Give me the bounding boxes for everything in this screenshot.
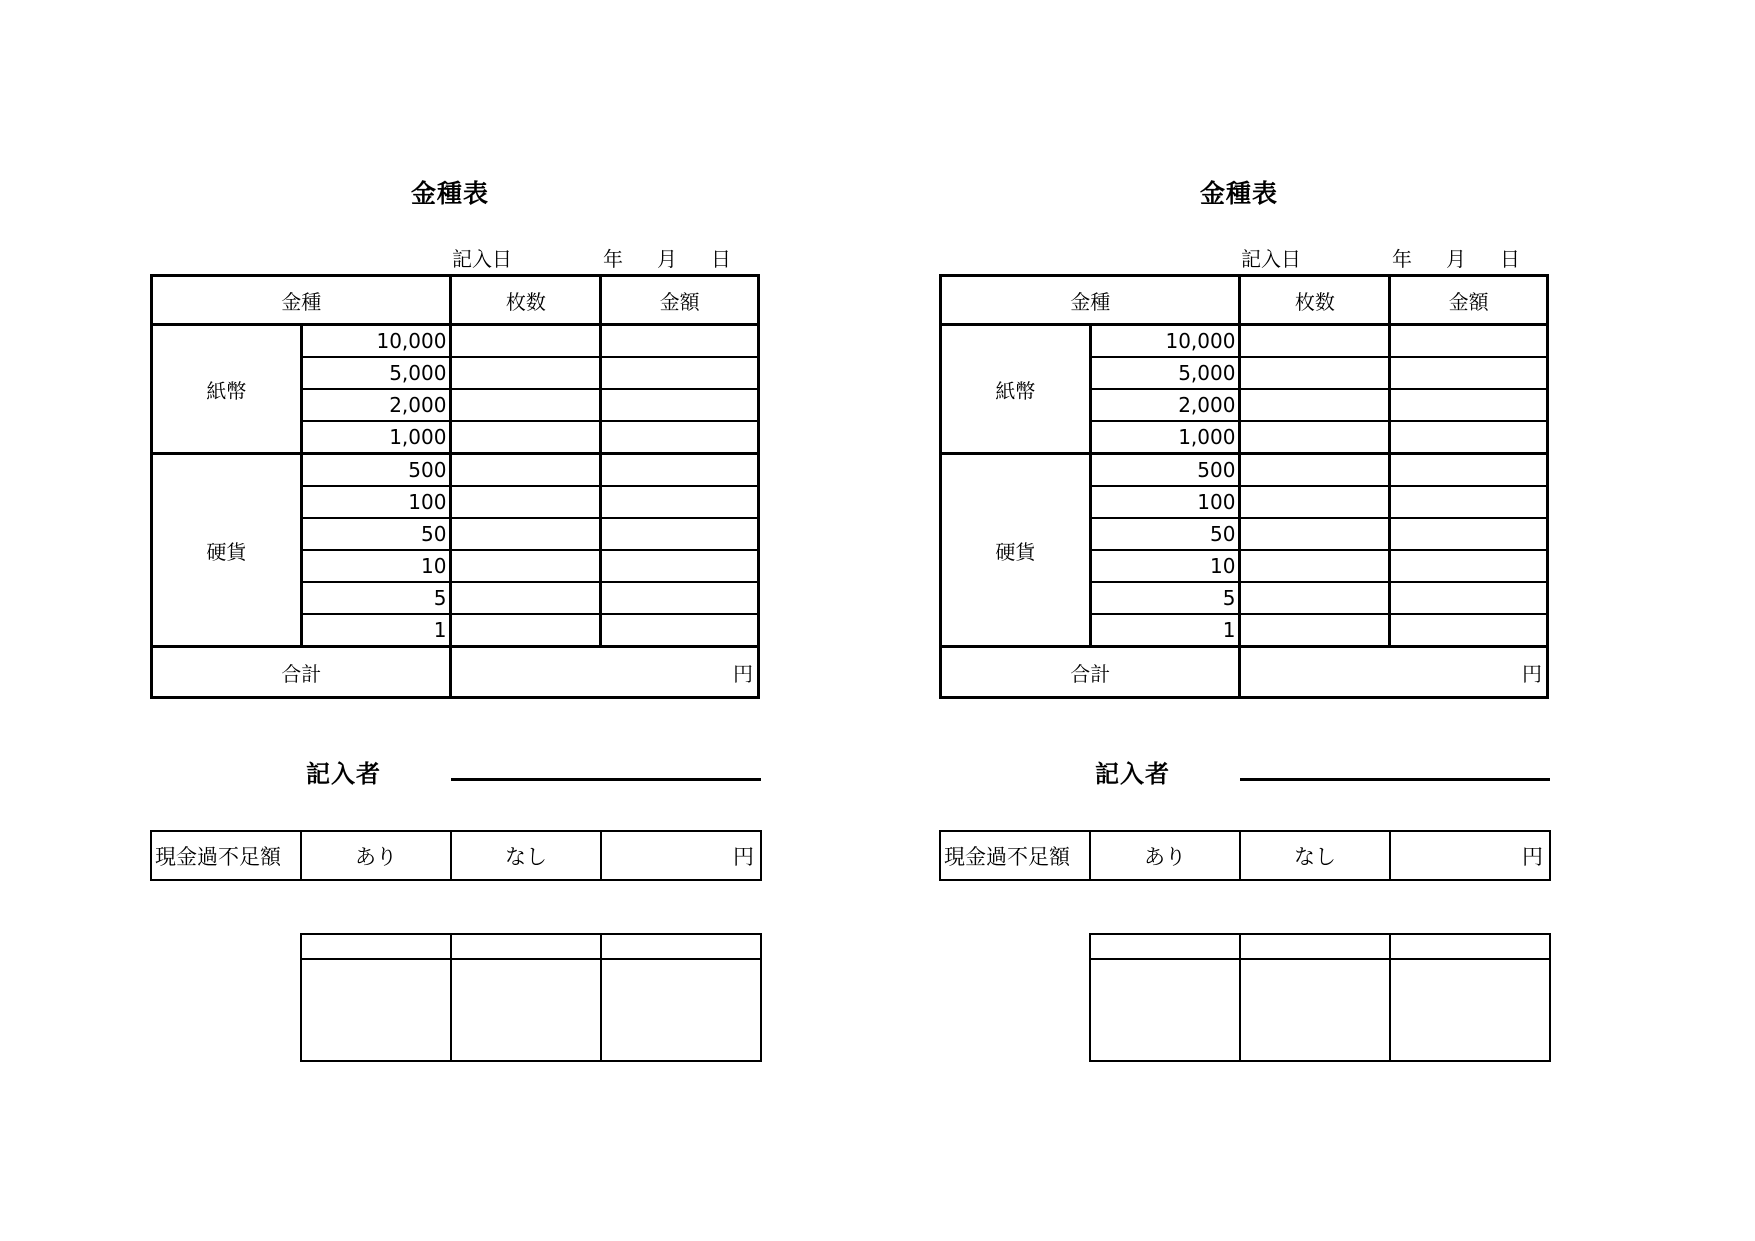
writer-label: 記入者 bbox=[306, 760, 381, 788]
bill-count-cell[interactable] bbox=[451, 389, 601, 421]
bill-amount-cell[interactable] bbox=[601, 389, 759, 421]
header-kind: 金種 bbox=[941, 276, 1240, 325]
coin-denomination: 5 bbox=[1090, 582, 1240, 614]
bill-count-cell[interactable] bbox=[451, 421, 601, 454]
denomination-table bbox=[939, 274, 1549, 699]
stamp-header-cell[interactable] bbox=[451, 934, 601, 959]
total-unit: 円 bbox=[1522, 661, 1542, 686]
stamp-header-cell[interactable] bbox=[301, 934, 451, 959]
bill-denomination: 5,000 bbox=[301, 357, 451, 389]
month-label: 月 bbox=[1446, 247, 1466, 271]
bills-label: 紙幣 bbox=[152, 325, 302, 454]
coin-denomination: 10 bbox=[301, 550, 451, 582]
discrepancy-label: 現金過不足額 bbox=[940, 831, 1090, 880]
approval-stamp-table bbox=[300, 933, 762, 1062]
stamp-header-cell[interactable] bbox=[1240, 934, 1390, 959]
discrepancy-no-option[interactable]: なし bbox=[1240, 831, 1390, 880]
coin-count-cell[interactable] bbox=[1240, 518, 1390, 550]
bill-amount-cell[interactable] bbox=[1390, 389, 1548, 421]
header-amount: 金額 bbox=[1390, 276, 1548, 325]
form-title: 金種表 bbox=[410, 179, 489, 208]
entry-date-label: 記入日 bbox=[452, 247, 512, 271]
coin-denomination: 500 bbox=[301, 454, 451, 487]
coin-amount-cell[interactable] bbox=[601, 582, 759, 614]
discrepancy-amount-cell[interactable] bbox=[601, 831, 761, 880]
cash-discrepancy-table bbox=[939, 830, 1551, 881]
stamp-header-cell[interactable] bbox=[1390, 934, 1550, 959]
total-value-cell[interactable] bbox=[451, 647, 759, 698]
coin-denomination: 5 bbox=[301, 582, 451, 614]
bill-count-cell[interactable] bbox=[451, 357, 601, 389]
discrepancy-amount-cell[interactable] bbox=[1390, 831, 1550, 880]
day-label: 日 bbox=[1500, 247, 1520, 271]
coin-denomination: 50 bbox=[301, 518, 451, 550]
day-label: 日 bbox=[711, 247, 731, 271]
stamp-box[interactable] bbox=[451, 959, 601, 1061]
bill-amount-cell[interactable] bbox=[601, 421, 759, 454]
entry-date-label: 記入日 bbox=[1241, 247, 1301, 271]
coin-amount-cell[interactable] bbox=[1390, 614, 1548, 647]
bill-count-cell[interactable] bbox=[451, 325, 601, 358]
bills-label: 紙幣 bbox=[941, 325, 1091, 454]
bill-count-cell[interactable] bbox=[1240, 357, 1390, 389]
coin-amount-cell[interactable] bbox=[601, 454, 759, 487]
stamp-box[interactable] bbox=[601, 959, 761, 1061]
header-count: 枚数 bbox=[1240, 276, 1390, 325]
coin-denomination: 100 bbox=[1090, 486, 1240, 518]
stamp-box[interactable] bbox=[1090, 959, 1240, 1061]
writer-label: 記入者 bbox=[1095, 760, 1170, 788]
month-label: 月 bbox=[657, 247, 677, 271]
entry-date-row bbox=[939, 243, 1549, 271]
coin-count-cell[interactable] bbox=[451, 614, 601, 647]
coin-amount-cell[interactable] bbox=[1390, 518, 1548, 550]
header-count: 枚数 bbox=[451, 276, 601, 325]
bill-denomination: 1,000 bbox=[301, 421, 451, 454]
total-unit: 円 bbox=[733, 661, 753, 686]
coin-denomination: 10 bbox=[1090, 550, 1240, 582]
year-label: 年 bbox=[603, 247, 623, 271]
bill-amount-cell[interactable] bbox=[1390, 357, 1548, 389]
coins-label: 硬貨 bbox=[941, 454, 1091, 647]
coin-count-cell[interactable] bbox=[451, 486, 601, 518]
header-kind: 金種 bbox=[152, 276, 451, 325]
coins-label: 硬貨 bbox=[152, 454, 302, 647]
coin-count-cell[interactable] bbox=[451, 582, 601, 614]
denomination-table bbox=[150, 274, 760, 699]
coin-amount-cell[interactable] bbox=[1390, 486, 1548, 518]
coin-amount-cell[interactable] bbox=[601, 614, 759, 647]
bill-denomination: 5,000 bbox=[1090, 357, 1240, 389]
bill-denomination: 2,000 bbox=[1090, 389, 1240, 421]
coin-amount-cell[interactable] bbox=[1390, 582, 1548, 614]
coin-count-cell[interactable] bbox=[1240, 486, 1390, 518]
coin-count-cell[interactable] bbox=[1240, 614, 1390, 647]
discrepancy-label: 現金過不足額 bbox=[151, 831, 301, 880]
total-label: 合計 bbox=[152, 647, 451, 698]
discrepancy-yes-option[interactable]: あり bbox=[301, 831, 451, 880]
bill-denomination: 2,000 bbox=[301, 389, 451, 421]
cash-discrepancy-table bbox=[150, 830, 762, 881]
coin-amount-cell[interactable] bbox=[601, 486, 759, 518]
bill-count-cell[interactable] bbox=[1240, 325, 1390, 358]
coin-amount-cell[interactable] bbox=[1390, 454, 1548, 487]
denomination-form bbox=[150, 0, 790, 1241]
writer-signature-line[interactable] bbox=[451, 778, 761, 781]
stamp-box[interactable] bbox=[301, 959, 451, 1061]
stamp-header-cell[interactable] bbox=[1090, 934, 1240, 959]
coin-denomination: 1 bbox=[301, 614, 451, 647]
form-title: 金種表 bbox=[1199, 179, 1278, 208]
coin-amount-cell[interactable] bbox=[601, 550, 759, 582]
bill-amount-cell[interactable] bbox=[1390, 421, 1548, 454]
total-value-cell[interactable] bbox=[1240, 647, 1548, 698]
entry-date-row bbox=[150, 243, 760, 271]
discrepancy-unit: 円 bbox=[733, 844, 754, 869]
bill-amount-cell[interactable] bbox=[1390, 325, 1548, 358]
header-amount: 金額 bbox=[601, 276, 759, 325]
coin-count-cell[interactable] bbox=[451, 454, 601, 487]
coin-count-cell[interactable] bbox=[451, 550, 601, 582]
approval-stamp-table bbox=[1089, 933, 1551, 1062]
bill-count-cell[interactable] bbox=[1240, 421, 1390, 454]
bill-amount-cell[interactable] bbox=[601, 357, 759, 389]
coin-denomination: 50 bbox=[1090, 518, 1240, 550]
bill-amount-cell[interactable] bbox=[601, 325, 759, 358]
bill-denomination: 10,000 bbox=[301, 325, 451, 358]
bill-denomination: 1,000 bbox=[1090, 421, 1240, 454]
discrepancy-no-option[interactable]: なし bbox=[451, 831, 601, 880]
bill-count-cell[interactable] bbox=[1240, 389, 1390, 421]
total-label: 合計 bbox=[941, 647, 1240, 698]
coin-denomination: 1 bbox=[1090, 614, 1240, 647]
coin-amount-cell[interactable] bbox=[1390, 550, 1548, 582]
coin-count-cell[interactable] bbox=[451, 518, 601, 550]
discrepancy-unit: 円 bbox=[1522, 844, 1543, 869]
coin-count-cell[interactable] bbox=[1240, 454, 1390, 487]
coin-count-cell[interactable] bbox=[1240, 550, 1390, 582]
coin-amount-cell[interactable] bbox=[601, 518, 759, 550]
discrepancy-yes-option[interactable]: あり bbox=[1090, 831, 1240, 880]
coin-count-cell[interactable] bbox=[1240, 582, 1390, 614]
stamp-box[interactable] bbox=[1390, 959, 1550, 1061]
bill-denomination: 10,000 bbox=[1090, 325, 1240, 358]
year-label: 年 bbox=[1392, 247, 1412, 271]
writer-signature-line[interactable] bbox=[1240, 778, 1550, 781]
stamp-header-cell[interactable] bbox=[601, 934, 761, 959]
coin-denomination: 100 bbox=[301, 486, 451, 518]
denomination-form bbox=[939, 0, 1579, 1241]
stamp-box[interactable] bbox=[1240, 959, 1390, 1061]
coin-denomination: 500 bbox=[1090, 454, 1240, 487]
